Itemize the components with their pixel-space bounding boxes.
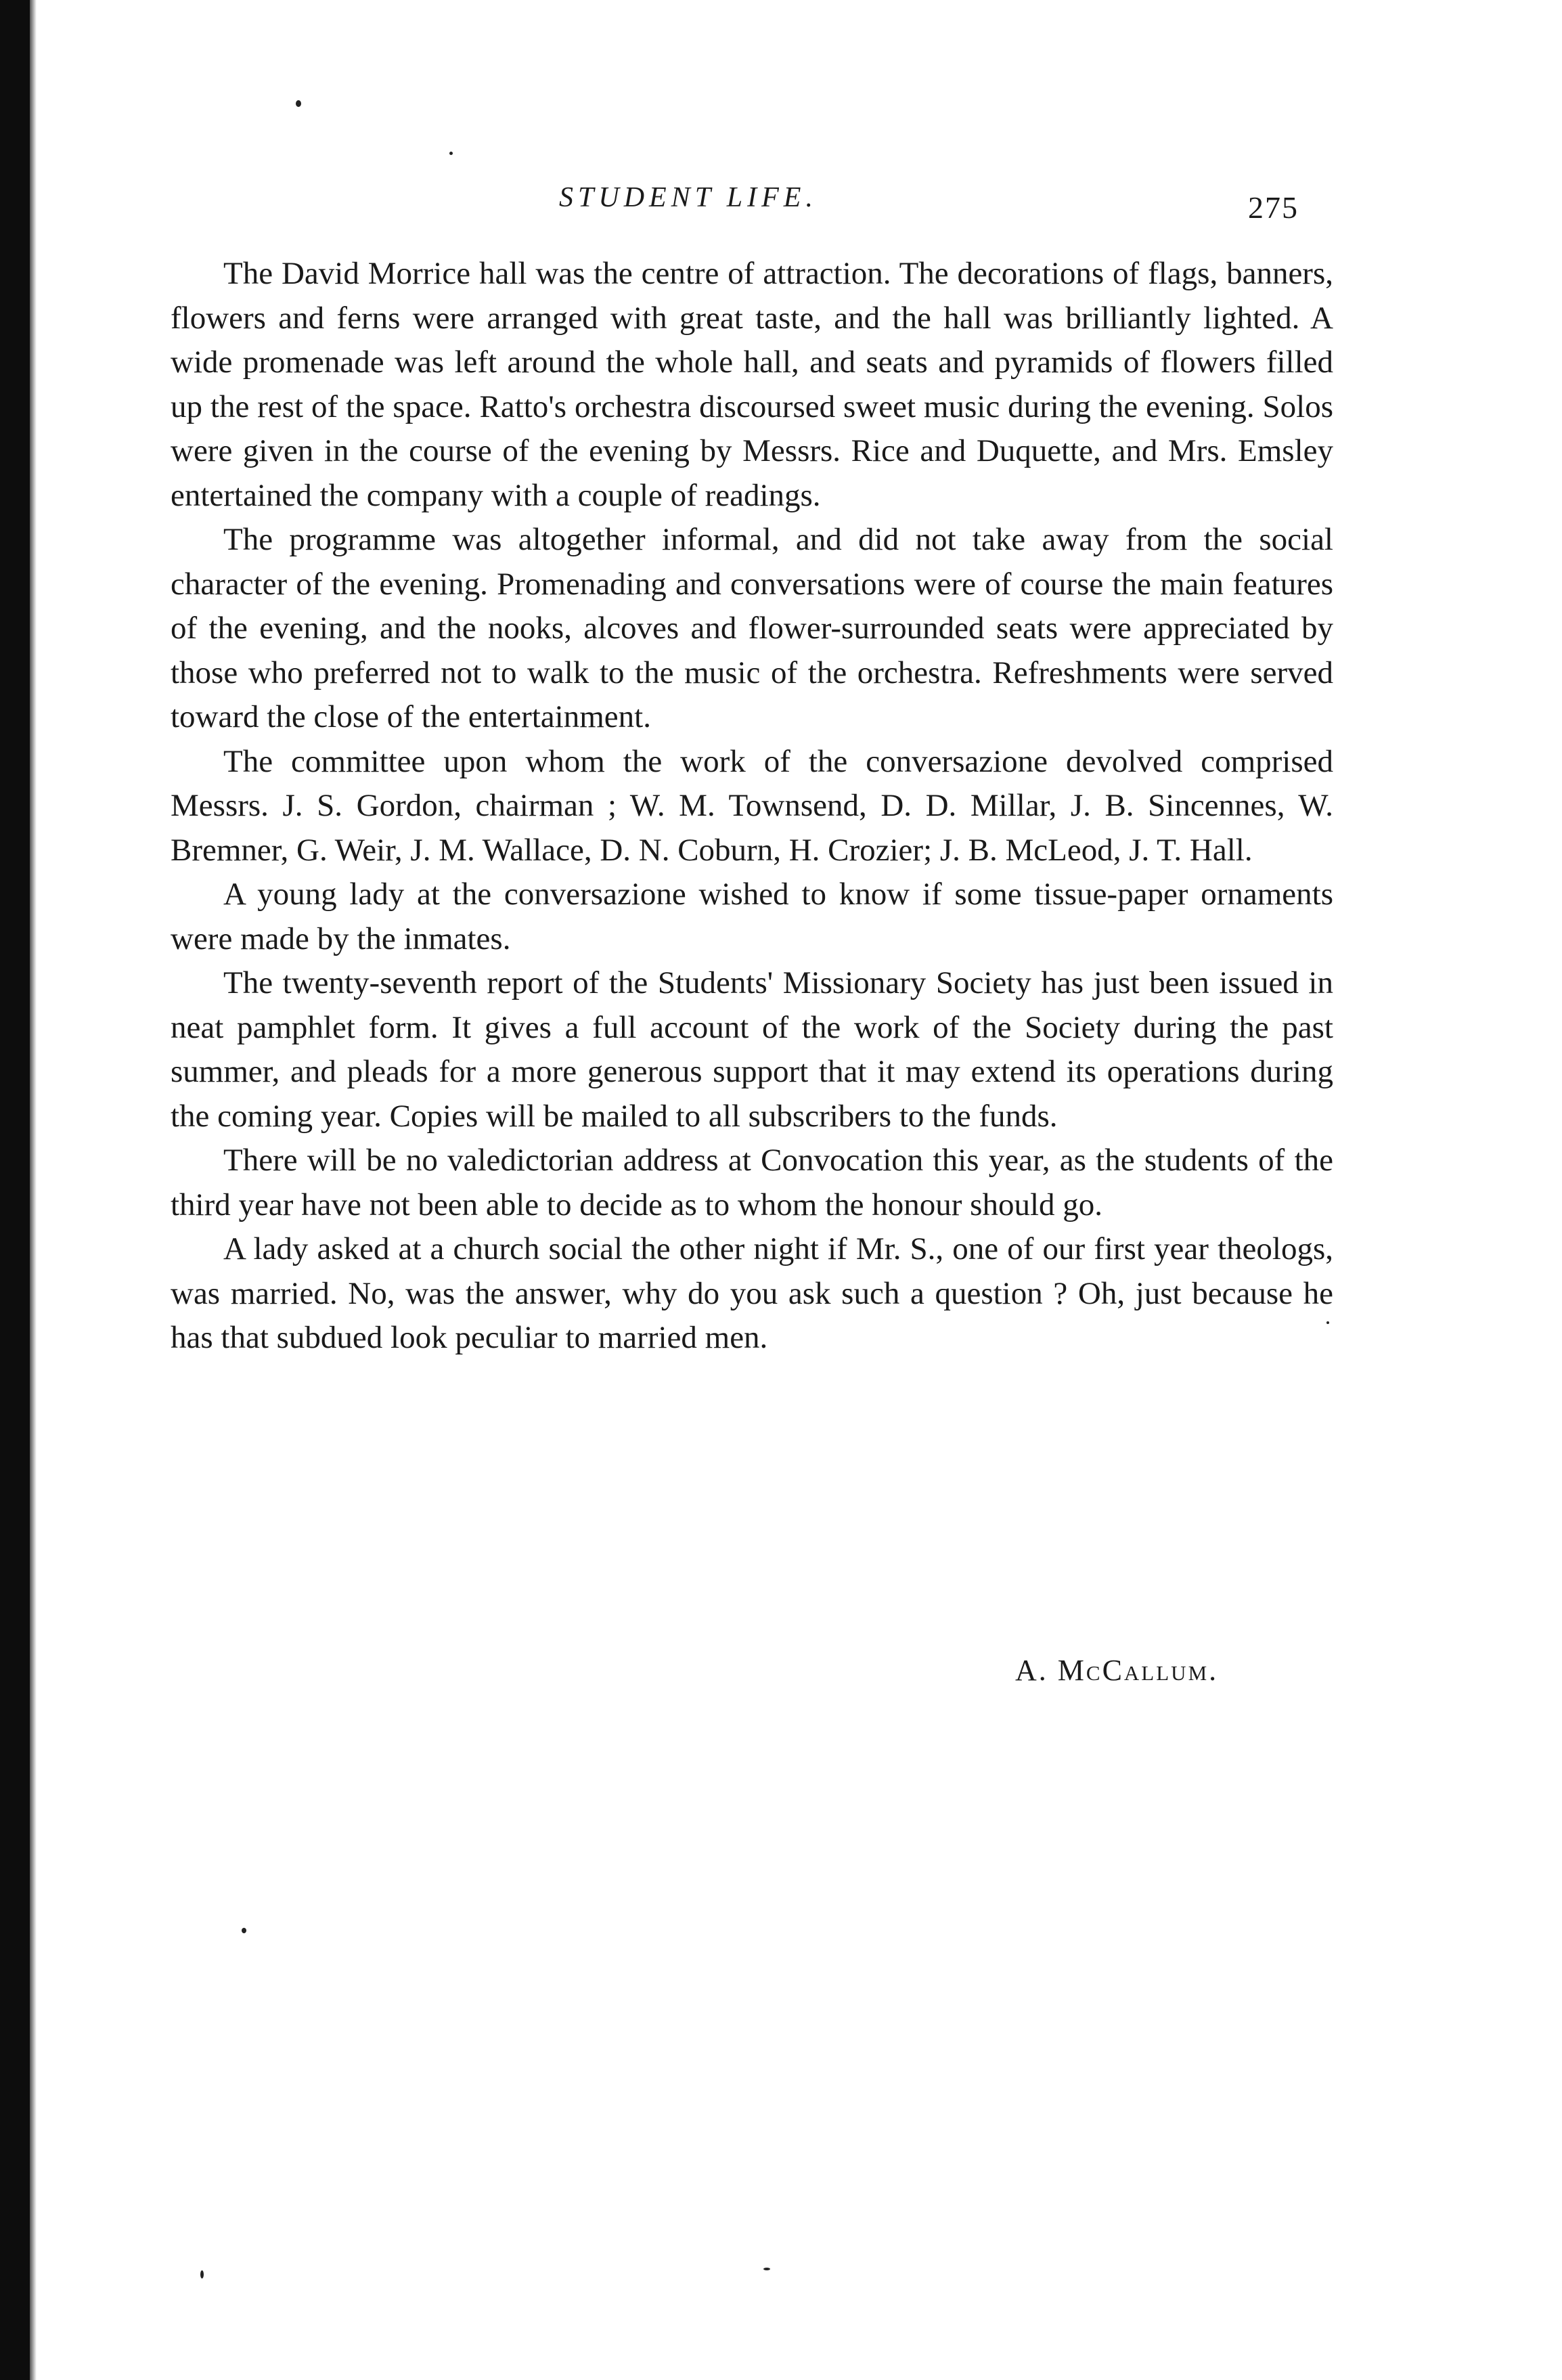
speck-5	[763, 2268, 770, 2270]
paragraph-programme: The programme was altogether informal, and did not take away from the social character of the evening. Promenading and conversations were of course the main features of the evening, and the nooks, alcoves and flower-surrounded seats were appreciated by those who preferred not to walk to the music of the orchestra. Refreshments were served toward the close of the entertainment.	[171, 522, 1333, 734]
author-signature: A. McCallum.	[1015, 1654, 1219, 1687]
running-title: STUDENT LIFE.	[559, 182, 818, 213]
paragraph-church-social: A lady asked at a church social the other night if Mr. S., one of our first year theologs, was married. No, was the answer, why do you ask such a question ? Oh, just because he has that subdued look peculiar to married men.	[171, 1231, 1333, 1355]
page-number: 275	[1248, 190, 1299, 225]
binding-edge	[0, 0, 30, 2380]
paragraph-missionary-report: The twenty-seventh report of the Students' Missionary Society has just been issued in neat pamphlet form. It gives a full account of the work of the Society during the past summer, and pleads for a more generous support that it may extend its operations during the coming year. Copies will be mailed to all subscribers to the funds.	[171, 965, 1333, 1134]
speck-3	[242, 1928, 246, 1933]
speck-2	[449, 152, 453, 155]
article-body	[171, 252, 1333, 1361]
paragraph-valedictorian: There will be no valedictorian address at Convocation this year, as the students of the third year have not been able to decide as to whom the honour should go.	[171, 1143, 1333, 1222]
paragraph-committee: The committee upon whom the work of the conversazione devolved comprised Messrs. J. S. Gordon, chairman ; W. M. Townsend, D. D. Millar, J. B. Sincennes, W. Bremner, G. Weir, J. M. Wallace, D. N. Coburn, H. Crozier; J. B. McLeod, J. T. Hall.	[171, 743, 1333, 868]
speck-4	[200, 2270, 204, 2278]
running-head	[0, 177, 1562, 232]
paragraph-conversazione-hall: The David Morrice hall was the centre of attraction. The decorations of flags, banners, flowers and ferns were arranged with great taste, and the hall was brilliantly lighted. A wide promenade was left around the whole hall, and seats and pyramids of flowers filled up the rest of the space. Ratto's orchestra discoursed sweet music during the evening. Solos were given in the course of the evening by Messrs. Rice and Duquette, and Mrs. Emsley entertained the company with a couple of readings.	[171, 256, 1333, 513]
paragraph-young-lady: A young lady at the conversazione wished to know if some tissue-paper ornaments were made by the inmates.	[171, 877, 1333, 956]
speck-1	[296, 100, 301, 107]
